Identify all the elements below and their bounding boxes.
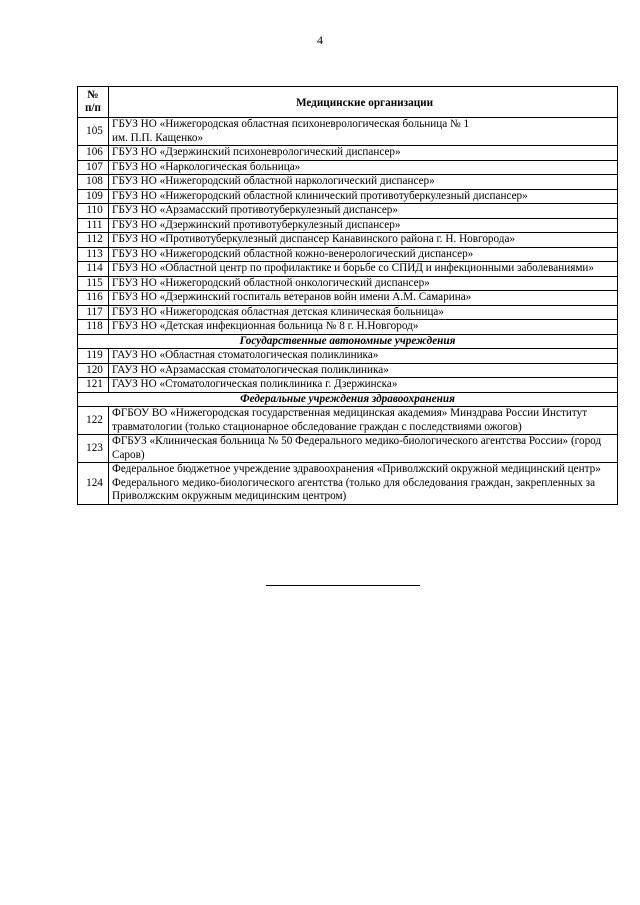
column-header-number-label: № п/п bbox=[84, 88, 101, 114]
table-header-row bbox=[78, 87, 618, 118]
table-row bbox=[78, 378, 618, 393]
row-number: 115 bbox=[78, 276, 109, 291]
table-row bbox=[78, 407, 618, 435]
row-number: 122 bbox=[78, 407, 109, 435]
table-row bbox=[78, 218, 618, 233]
organization-name: ГБУЗ НО «Дзержинский противотуберкулезный диспансер» bbox=[109, 218, 618, 233]
table-row bbox=[78, 146, 618, 161]
row-number: 116 bbox=[78, 291, 109, 306]
organization-name: ФГБУЗ «Клиническая больница № 50 Федерального медико-биологического агентства России» (город Саров) bbox=[109, 435, 618, 463]
row-number: 111 bbox=[78, 218, 109, 233]
organization-name: ГБУЗ НО «Дзержинский психоневрологический диспансер» bbox=[109, 146, 618, 161]
organization-name: ГАУЗ НО «Областная стоматологическая поликлиника» bbox=[109, 349, 618, 364]
row-number: 110 bbox=[78, 204, 109, 219]
table-row bbox=[78, 247, 618, 262]
table-row bbox=[78, 233, 618, 248]
table-row bbox=[78, 262, 618, 277]
table-row bbox=[78, 291, 618, 306]
section-header-autonomous-title: Государственные автономные учреждения bbox=[78, 334, 618, 349]
table-row bbox=[78, 320, 618, 335]
row-number: 112 bbox=[78, 233, 109, 248]
organization-name: ГБУЗ НО «Арзамасский противотуберкулезный диспансер» bbox=[109, 204, 618, 219]
row-number: 106 bbox=[78, 146, 109, 161]
row-number: 108 bbox=[78, 175, 109, 190]
row-number: 120 bbox=[78, 363, 109, 378]
table-row bbox=[78, 204, 618, 219]
organization-name: ГБУЗ НО «Нижегородский областной клинический противотуберкулезный диспансер» bbox=[109, 189, 618, 204]
table-row bbox=[78, 175, 618, 190]
column-header-number bbox=[78, 87, 109, 118]
organization-name: ГБУЗ НО «Детская инфекционная больница № 8 г. Н.Новгород» bbox=[109, 320, 618, 335]
row-number: 118 bbox=[78, 320, 109, 335]
organization-name: ГБУЗ НО «Нижегородский областной кожно-венерологический диспансер» bbox=[109, 247, 618, 262]
table-row bbox=[78, 463, 618, 505]
organization-name: ГБУЗ НО «Дзержинский госпиталь ветеранов войн имени А.М. Самарина» bbox=[109, 291, 618, 306]
page-number: 4 bbox=[317, 33, 323, 47]
table-row bbox=[78, 363, 618, 378]
table-row bbox=[78, 276, 618, 291]
table-row bbox=[78, 305, 618, 320]
table-row bbox=[78, 435, 618, 463]
section-header-autonomous bbox=[78, 334, 618, 349]
table-row bbox=[78, 349, 618, 364]
row-number: 113 bbox=[78, 247, 109, 262]
organization-name: ГБУЗ НО «Нижегородская областная психоневрологическая больница № 1 им. П.П. Кащенко» bbox=[109, 118, 618, 146]
organization-name: ГАУЗ НО «Арзамасская стоматологическая поликлиника» bbox=[109, 363, 618, 378]
organization-name: ГБУЗ НО «Наркологическая больница» bbox=[109, 160, 618, 175]
row-number: 117 bbox=[78, 305, 109, 320]
row-number: 105 bbox=[78, 118, 109, 146]
organization-name: Федеральное бюджетное учреждение здравоохранения «Приволжский окружной медицинский центр» Федерального медико-биологического агентства (только для обследования граждан, закрепленных за Приволжским окружным медицинским центром) bbox=[109, 463, 618, 505]
end-divider-line bbox=[266, 585, 420, 586]
organization-name: ГБУЗ НО «Нижегородский областной онкологический диспансер» bbox=[109, 276, 618, 291]
organization-name: ФГБОУ ВО «Нижегородская государственная медицинская академия» Минздрава России Институт травматологии (только стационарное обследование граждан с последствиями ожогов) bbox=[109, 407, 618, 435]
section-header-federal-title: Федеральные учреждения здравоохранения bbox=[78, 392, 618, 407]
row-number: 114 bbox=[78, 262, 109, 277]
table-body bbox=[78, 118, 618, 505]
table-row bbox=[78, 189, 618, 204]
organization-name: ГБУЗ НО «Нижегородский областной наркологический диспансер» bbox=[109, 175, 618, 190]
section-header-federal bbox=[78, 392, 618, 407]
column-header-name: Медицинские организации bbox=[109, 87, 618, 118]
row-number: 109 bbox=[78, 189, 109, 204]
organizations-table bbox=[77, 86, 618, 505]
organization-name: ГБУЗ НО «Нижегородская областная детская клиническая больница» bbox=[109, 305, 618, 320]
row-number: 119 bbox=[78, 349, 109, 364]
organization-name: ГБУЗ НО «Областной центр по профилактике и борьбе со СПИД и инфекционными заболеваниями» bbox=[109, 262, 618, 277]
table-row bbox=[78, 118, 618, 146]
row-number: 121 bbox=[78, 378, 109, 393]
row-number: 123 bbox=[78, 435, 109, 463]
row-number: 107 bbox=[78, 160, 109, 175]
organization-name: ГАУЗ НО «Стоматологическая поликлиника г. Дзержинска» bbox=[109, 378, 618, 393]
organization-name: ГБУЗ НО «Противотуберкулезный диспансер Канавинского района г. Н. Новгорода» bbox=[109, 233, 618, 248]
table-row bbox=[78, 160, 618, 175]
row-number: 124 bbox=[78, 463, 109, 505]
